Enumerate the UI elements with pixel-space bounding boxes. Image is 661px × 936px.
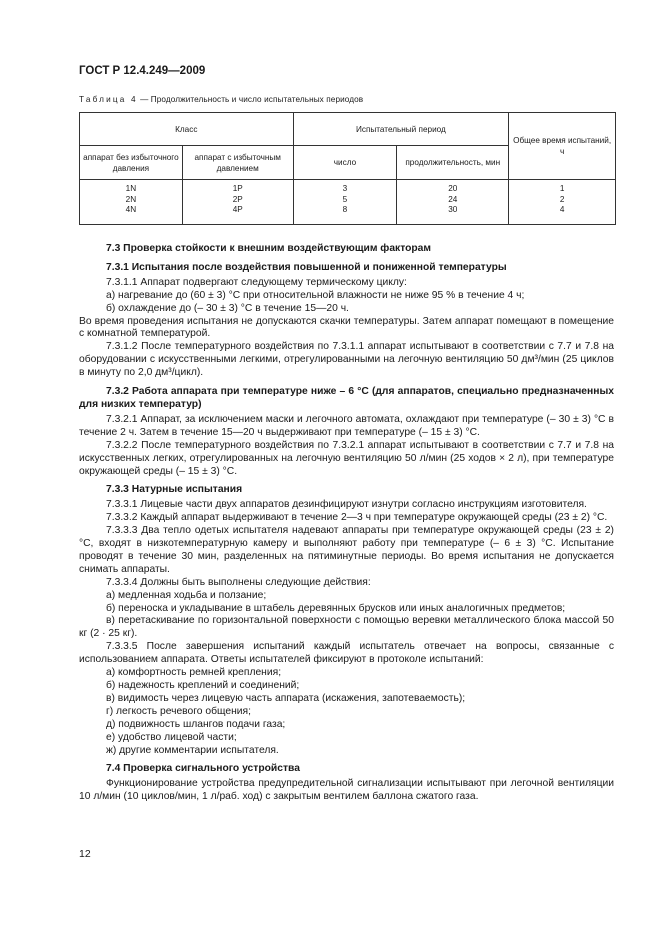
col-total-values (509, 180, 616, 225)
list-item: а) комфортность ремней крепления; (106, 667, 282, 679)
paragraph-7-3-3-4: 7.3.3.4 Должны быть выполнены следующие действия: (106, 576, 371, 588)
list-item: в) перетаскивание по горизонтальной поверхности с помощью веревки металлического блока массой 50 кг (2 · 25 кг). (79, 615, 614, 640)
col-pressure-values (182, 180, 293, 225)
section-7-3-title: 7.3 Проверка стойкости к внешним воздействующим факторам (106, 243, 432, 254)
paragraph-7-4: Функционирование устройства предупредительной сигнализации испытывают при легочной вентиляции 10 л/мин (10 циклов/мин, 1 л/раб. ход) с закрытым вентилем баллона сжатого газа. (79, 778, 614, 803)
paragraph-7-3-1-1: 7.3.1.1 Аппарат подвергают следующему термическому циклу: (106, 276, 407, 288)
table-cell: 3 (342, 184, 348, 193)
table-cell: 4N (125, 205, 137, 214)
subheader-duration: продолжительность, мин (397, 146, 509, 180)
header-class: Класс (80, 113, 294, 146)
list-item: б) переноска и укладывание в штабель деревянных брусков или иных аналогичных предметов; (106, 602, 566, 614)
table-caption (79, 95, 363, 104)
table-cell: 1N (125, 184, 137, 193)
table-4 (79, 112, 616, 225)
subheader-number: число (293, 146, 397, 180)
col-no-pressure-values (80, 180, 183, 225)
list-item: б) надежность креплений и соединений; (106, 680, 300, 691)
list-item: а) медленная ходьба и ползание; (106, 589, 267, 601)
header-period: Испытательный период (293, 113, 509, 146)
document-body (79, 243, 614, 804)
col-duration-values (397, 180, 509, 225)
table-cell: 20 (448, 184, 458, 193)
table-cell: 2 (559, 194, 565, 204)
table-cell: 4P (232, 205, 243, 214)
section-7-3-3-title: 7.3.3 Натурные испытания (106, 484, 243, 496)
table-cell: 30 (448, 205, 458, 214)
table-cell: 1P (232, 184, 243, 193)
page-number: 12 (79, 848, 91, 860)
table-cell: 2N (125, 194, 137, 204)
list-item: в) видимость через лицевую часть аппарата (искажения, запотеваемость); (106, 692, 466, 704)
paragraph-7-3-3-3: 7.3.3.3 Два тепло одетых испытателя надевают аппараты при температуре окружающей среды (23 ± 2) °С, входят в низкотемпературную камеру и выполняют работу при температуре (– 6 ± 3) °С. Испытание проводят в течение 30 мин, разделенных на пятиминутные периоды. Во время испытания не допускается снимать аппараты. (79, 525, 614, 575)
section-7-4-title: 7.4 Проверка сигнального устройства (106, 763, 300, 775)
list-item: ж) другие комментарии испытателя. (106, 744, 279, 756)
document-header: ГОСТ Р 12.4.249—2009 (79, 65, 206, 77)
paragraph-7-3-2-2: 7.3.2.2 После температурного воздействия по 7.3.2.1 аппарат испытывают в соответствии с 7.7 и 7.8 на искусственных легких, отрегулированных на легочную вентиляцию 50 л/мин (25 ходов × 2 л), при температуре окружающей среды (– 15 ± 3) °С. (79, 439, 614, 477)
header-total: Общее время испытаний, ч (509, 113, 616, 180)
paragraph-7-3-1-2: 7.3.1.2 После температурного воздействия по 7.3.1.1 аппарат испытывают в соответствии с 7.7 и 7.8 на оборудовании с искусственными легкими, отрегулированными на легочную вентиляцию 50 дм³/мин (25 циклов в минуту по 2,0 дм³/цикл). (79, 341, 614, 379)
subheader-pressure: аппарат с избыточным давлением (182, 146, 293, 180)
paragraph-7-3-3-1: 7.3.3.1 Лицевые части двух аппаратов дезинфицируют изнутри согласно инструкциям изготовителя. (106, 499, 587, 511)
list-item: г) легкость речевого общения; (106, 705, 251, 717)
section-7-3-2-title: 7.3.2 Работа аппарата при температуре ниже – 6 °С (для аппаратов, специально предназначенных для низких температур) (79, 386, 614, 410)
table-cell: 4 (559, 205, 565, 214)
section-7-3-1-title: 7.3.1 Испытания после воздействия повышенной и пониженной температуры (106, 261, 507, 273)
list-item: е) удобство лицевой части; (106, 731, 237, 743)
list-item: д) подвижность шлангов подачи газа; (106, 718, 286, 730)
paragraph-7-3-3-2: 7.3.3.2 Каждый аппарат выдерживают в течение 2—3 ч при температуре окружающей среды (23 ± 2) °С. (106, 512, 608, 524)
subheader-no-pressure: аппарат без избыточного давления (80, 146, 183, 180)
paragraph-7-3-1-1-note: Во время проведения испытания не допускаются скачки температуры. Затем аппарат помещают в помещение с комнатной температурой. (79, 315, 614, 340)
list-item: а) нагревание до (60 ± 3) °С при относительной влажности не ниже 95 % в течение 4 ч; (106, 289, 525, 301)
col-number-values (293, 180, 397, 225)
table-caption-text: — Продолжительность и число испытательных периодов (137, 95, 364, 104)
paragraph-7-3-2-1: 7.3.2.1 Аппарат, за исключением маски и легочного автомата, охлаждают при температуре (– 30 ± 3) °С в течение 2 ч. Затем в течение 15—20 ч выдерживают при температуре (– 15 ± 3) °С. (79, 413, 614, 438)
table-cell: 8 (342, 205, 348, 214)
table-caption-label: Таблица 4 (79, 95, 138, 104)
paragraph-7-3-3-5: 7.3.3.5 После завершения испытаний каждый испытатель отвечает на вопросы, связанные с использованием аппарата. Ответы испытателей фиксируют в протоколе испытаний: (79, 641, 614, 666)
list-item: б) охлаждение до (– 30 ± 3) °С в течение 15—20 ч. (106, 302, 349, 314)
table-cell: 2P (232, 194, 243, 204)
table-cell: 5 (342, 194, 348, 204)
table-cell: 24 (448, 194, 458, 204)
table-cell: 1 (559, 184, 565, 193)
